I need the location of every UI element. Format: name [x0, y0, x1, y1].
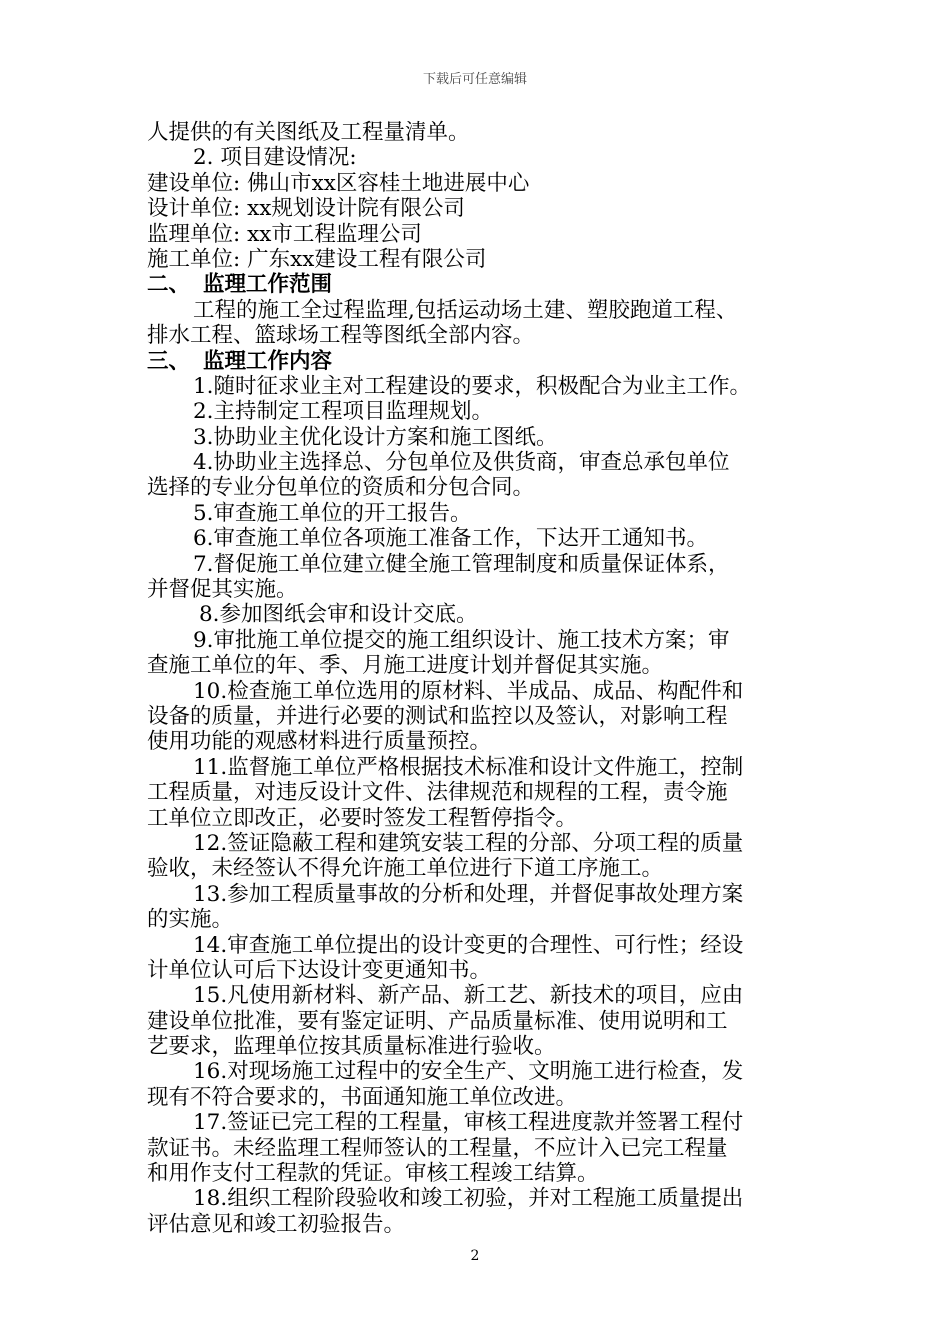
page-number: 2 — [470, 1248, 480, 1264]
text-line: 监理单位: xx市工程监理公司 — [147, 221, 422, 247]
text-line: 2.主持制定工程项目监理规划。 — [193, 399, 494, 425]
text-line: 设计单位: xx规划设计院有限公司 — [147, 196, 465, 222]
text-line: 6.审查施工单位各项施工准备工作，下达开工通知书。 — [193, 526, 709, 552]
text-line: 人提供的有关图纸及工程量清单。 — [147, 120, 470, 145]
text-line: 选择的专业分包单位的资质和分包合同。 — [147, 475, 535, 501]
text-line: 9.审批施工单位提交的施工组织设计、施工技术方案；审 — [193, 627, 730, 653]
text-line: 工程质量，对违反设计文件、法律规范和规程的工程，责令施 — [147, 780, 728, 806]
text-line: 11.监督施工单位严格根据技术标准和设计文件施工，控制 — [193, 754, 744, 780]
section-heading — [147, 349, 817, 374]
text-line: 艺要求，监理单位按其质量标准进行验收。 — [147, 1034, 556, 1060]
section-title: 监理工作范围 — [203, 272, 333, 298]
section-scope — [147, 272, 817, 348]
text-line: 8.参加图纸会审和设计交底。 — [199, 602, 478, 628]
text-line: 14.审查施工单位提出的设计变更的合理性、可行性；经设 — [193, 932, 744, 958]
section-content — [147, 349, 817, 1238]
intro-block — [147, 120, 817, 272]
text-line: 17.签证已完工程的工程量，审核工程进度款并签署工程付 — [193, 1110, 744, 1136]
text-line: 设备的质量，并进行必要的测试和监控以及签认，对影响工程 — [147, 703, 728, 729]
section-lines — [147, 374, 817, 1237]
text-line: 使用功能的观感材料进行质量预控。 — [147, 729, 492, 755]
text-line: 排水工程、篮球场工程等图纸全部内容。 — [147, 323, 535, 349]
text-line: 评估意见和竣工初验报告。 — [147, 1211, 406, 1237]
text-line: 4.协助业主选择总、分包单位及供货商，审查总承包单位 — [193, 450, 730, 476]
text-line: 和用作支付工程款的凭证。审核工程竣工结算。 — [147, 1161, 599, 1187]
text-line: 7.督促施工单位建立健全施工管理制度和质量保证体系， — [193, 551, 730, 577]
text-line: 现有不符合要求的，书面通知施工单位改进。 — [147, 1084, 578, 1110]
text-line: 10.检查施工单位选用的原材料、半成品、成品、构配件和 — [193, 678, 744, 704]
section-title: 监理工作内容 — [203, 348, 333, 374]
text-line: 15.凡使用新材料、新产品、新工艺、新技术的项目，应由 — [193, 983, 744, 1009]
section-number: 三、 — [147, 348, 191, 374]
text-line: 12.签证隐蔽工程和建筑安装工程的分部、分项工程的质量 — [193, 830, 744, 856]
section-number: 二、 — [147, 272, 191, 298]
document-body — [147, 120, 817, 1237]
text-line: 款证书。未经监理工程师签认的工程量，不应计入已完工程量 — [147, 1135, 728, 1161]
text-line: 建设单位批准，要有鉴定证明、产品质量标准、使用说明和工 — [147, 1008, 728, 1034]
text-line: 16.对现场施工过程中的安全生产、文明施工进行检查，发 — [193, 1059, 744, 1085]
text-line: 计单位认可后下达设计变更通知书。 — [147, 957, 492, 983]
text-line: 5.审查施工单位的开工报告。 — [193, 500, 472, 526]
text-line: 1.随时征求业主对工程建设的要求，积极配合为业主工作。 — [193, 373, 752, 399]
text-line: 13.参加工程质量事故的分析和处理，并督促事故处理方案 — [193, 881, 744, 907]
text-line: 施工单位: 广东xx建设工程有限公司 — [147, 246, 487, 272]
text-line: 并督促其实施。 — [147, 577, 298, 603]
text-line: 3.协助业主优化设计方案和施工图纸。 — [193, 424, 558, 450]
text-line: 工程的施工全过程监理,包括运动场土建、塑胶跑道工程、 — [193, 297, 738, 323]
text-line: 的实施。 — [147, 907, 234, 933]
text-line: 建设单位: 佛山市xx区容桂土地进展中心 — [147, 170, 530, 196]
text-line: 工单位立即改正，必要时签发工程暂停指令。 — [147, 805, 578, 831]
text-line: 查施工单位的年、季、月施工进度计划并督促其实施。 — [147, 653, 664, 679]
text-line: 2. 项目建设情况: — [193, 145, 357, 171]
page-header: 下载后可任意编辑 — [422, 72, 527, 87]
text-line: 18.组织工程阶段验收和竣工初验，并对工程施工质量提出 — [193, 1186, 744, 1212]
text-line: 验收，未经签认不得允许施工单位进行下道工序施工。 — [147, 856, 664, 882]
section-heading — [147, 272, 817, 297]
